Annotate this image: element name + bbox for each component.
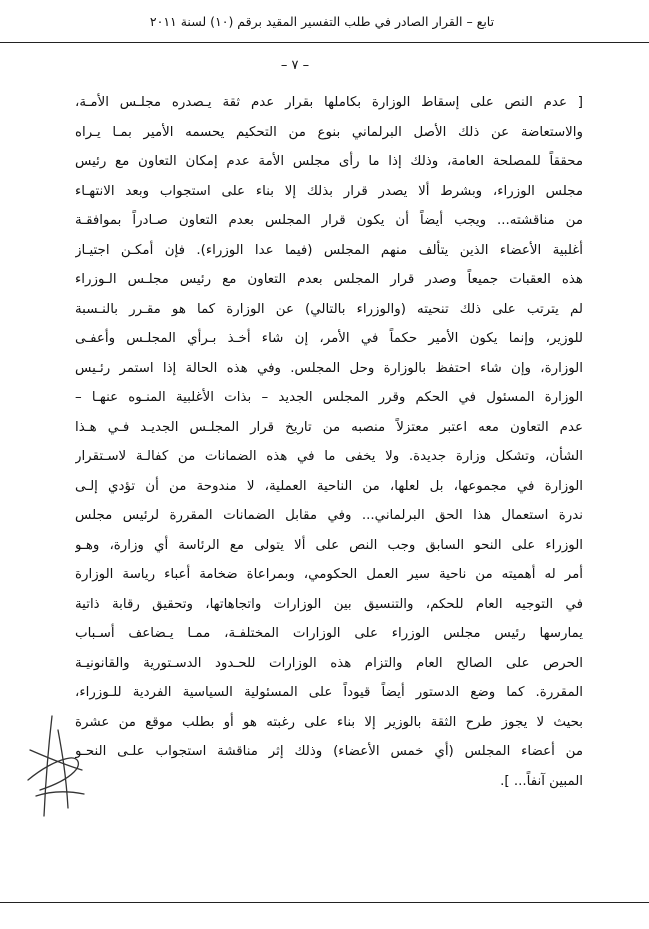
header-divider xyxy=(0,42,649,43)
text-line: في التوجيه العام للحكم، والتنسيق بين الوزارات واتجاهاتها، وتحقيق رقابة ذاتية xyxy=(75,596,583,612)
text-line: الحرص على الصالح العام والتزام هذه الوزارات للحـدود الدسـتورية والقانونيـة xyxy=(75,655,583,671)
text-line: أمر له أهميته من ناحية سير العمل الحكومي، وبمراعاة ضخامة أعباء رياسة الوزارة xyxy=(75,567,583,582)
text-line-last: المبين آنفاً... ]. xyxy=(500,773,583,789)
text-line: ندرة استعمال هذا الحق البرلماني... وفي مقابل الضمانات المقررة لرئيس مجلس xyxy=(75,508,583,523)
handwritten-signature-icon xyxy=(22,712,92,822)
body-text xyxy=(75,88,583,798)
text-line: الشأن، وتشكل وزارة جديدة. ولا يخفى ما في هذه الضمانات من كفالـة لاسـتقرار xyxy=(75,449,583,464)
text-line: الوزارة، وإن شاء احتفظ بالوزارة وحل المجلس. وفي هذه الحالة إذا استمر رئـيس xyxy=(75,360,583,376)
text-line: لم يترتب على ذلك تنحيته (والوزراء بالتالي) عن الوزارة كما هو مقـرر بالنـسبة xyxy=(75,301,583,317)
text-line: عدم التعاون معه اعتبر معتزلاً منصبه من تاريخ قرار المجلـس الجديـد فـي هـذا xyxy=(75,419,583,435)
text-line: والاستعاضة عن ذلك الأصل البرلماني بنوع من التحكيم يحسمه الأمير بمـا يـراه xyxy=(75,124,583,140)
text-line: أغلبية الأعضاء الذين يتألف منهم المجلس (فيما عدا الوزراء). فإن أمكـن اجتيـاز xyxy=(75,242,583,258)
text-line: يمارسها رئيس مجلس الوزراء على الوزارات المختلفـة، ممـا يـضاعف أسـباب xyxy=(75,626,583,641)
text-line: للوزير، وإنما يكون الأمير حكماً في الأمر، إن شاء أخـذ بـرأي المجلـس وأعفـى xyxy=(75,331,583,346)
text-line: من أعضاء المجلس (أي خمس الأعضاء) وذلك إثر مناقشة استجواب علـى النحـو xyxy=(75,744,583,759)
text-line: هذه العقبات جميعاً وصدر قرار المجلس بعدم التعاون مع رئيس مجلـس الـوزراء xyxy=(75,272,583,287)
running-header: تابع – القرار الصادر في طلب التفسير المقيد برقم (١٠) لسنة ٢٠١١ xyxy=(149,14,495,29)
text-line: الوزارة في مجموعها، بل لعلها، من الناحية العملية، لا مندوحة من أن تؤدي إلـى xyxy=(75,478,583,494)
page-number: – ٧ – xyxy=(280,58,310,73)
text-line: بحيث لا يجوز طرح الثقة بالوزير إلا بناء على رغبته هو أو بطلب موقع من عشرة xyxy=(75,714,583,730)
text-line: محققاً للمصلحة العامة، وذلك إذا ما رأى مجلس الأمة عدم إمكان التعاون مع رئيس xyxy=(75,154,583,169)
text-line: الوزراء على النحو السابق وجب النص على ألا يتولى مع الرئاسة أي وزارة، وهـو xyxy=(75,537,583,553)
footer-divider xyxy=(0,902,649,903)
text-line: الوزارة المسئول في الحكم وقرر المجلس الجديد – بذات الأغلبية المنـوه عنهـا – xyxy=(75,390,583,405)
text-line: [ عدم النص على إسقاط الوزارة بكاملها بقرار عدم ثقة يـصدره مجلـس الأمـة، xyxy=(75,95,583,110)
text-line: من مناقشته... ويجب أيضاً أن يكون قرار المجلس بعدم التعاون صـادراً بموافقـة xyxy=(75,213,583,228)
text-line: مجلس الوزراء، وبشرط ألا يصدر قرار بذلك إلا بناء على استجواب وبعد الانتهـاء xyxy=(75,183,583,199)
text-line: المقررة. كما وضع الدستور أيضاً قيوداً على المسئولية السياسية الفردية للـوزراء، xyxy=(75,685,583,700)
